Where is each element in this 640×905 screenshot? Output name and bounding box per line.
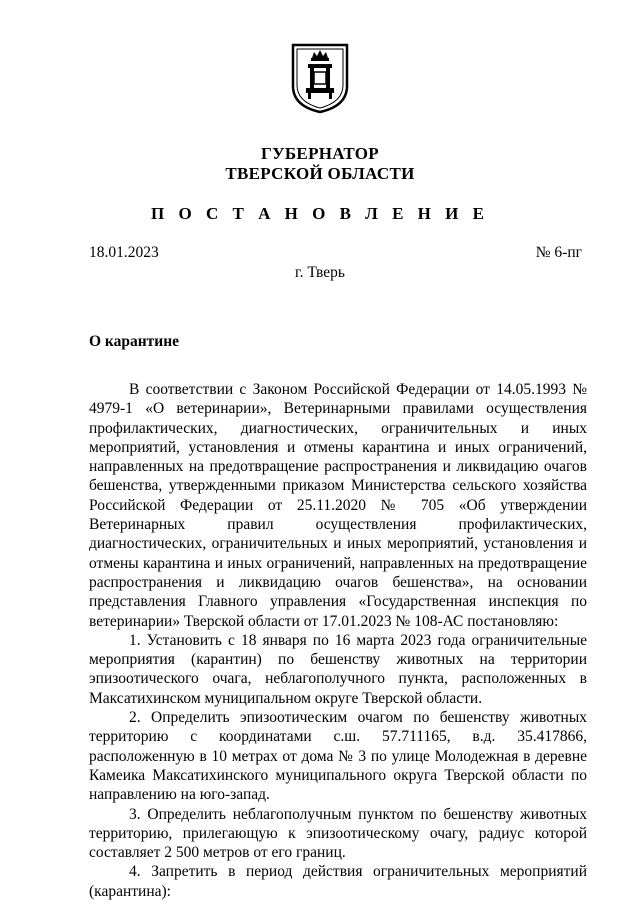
document-date: 18.01.2023	[89, 244, 159, 261]
body-paragraph-4: 4. Запретить в период действия ограничительных мероприятий (карантина):	[89, 863, 587, 900]
document-city: г. Тверь	[295, 264, 345, 281]
coat-of-arms-emblem	[290, 42, 350, 114]
document-subject: О карантине	[89, 333, 180, 350]
body-paragraph-preamble: В соответствии с Законом Российской Федерации от 14.05.1993 № 4979-1 «О ветеринарии», Ветеринарными правилами осуществления профилактических, диагностических, ограничительных и иных мероприятий, установления и отмены карантина и иных ограничений, направленных на предотвращение распространения и ликвидацию очагов бешенства, утвержденными приказом Министерства сельского хозяйства Российской Федерации от 25.11.2020 № 705 «Об утверждении Ветеринарных правил осуществления профилактических, диагностических, ограничительных и иных мероприятий, установления и отмены карантина и иных ограничений, направленных на предотвращение распространения и ликвидацию очагов бешенства», на основании представления Главного управления «Государственная инспекция по ветеринарии» Тверской области от 17.01.2023 № 108-АС постановляю:	[89, 381, 587, 630]
body-paragraph-3: 3. Определить неблагополучным пунктом по бешенству животных территорию, прилегающую к эпизоотическому очагу, радиус которой составляет 2 500 метров от его границ.	[89, 805, 587, 862]
body-paragraph-1: 1. Установить с 18 января по 16 марта 2023 года ограничительные мероприятия (карантин) по бешенству животных на территории эпизоотического очага, неблагополучного пункта, расположенных в Максатихинском муниципальном округе Тверской области.	[89, 631, 587, 707]
coat-of-arms-icon	[290, 42, 350, 114]
issuer-region: ТВЕРСКОЙ ОБЛАСТИ	[225, 164, 415, 183]
document-number: № 6-пг	[535, 244, 582, 261]
document-body	[89, 380, 587, 901]
body-paragraph-2: 2. Определить эпизоотическим очагом по бешенству животных территорию с координатами с.ш. 57.711165, в.д. 35.417866, расположенную в 10 метрах от дома № 3 по улице Молодежная в деревне Камеика Максатихинского муниципального округа Тверской области по направлению на юго-запад.	[89, 709, 587, 804]
issuer-title: ГУБЕРНАТОР	[261, 144, 379, 163]
document-type: П О С Т А Н О В Л Е Н И Е	[151, 204, 489, 223]
